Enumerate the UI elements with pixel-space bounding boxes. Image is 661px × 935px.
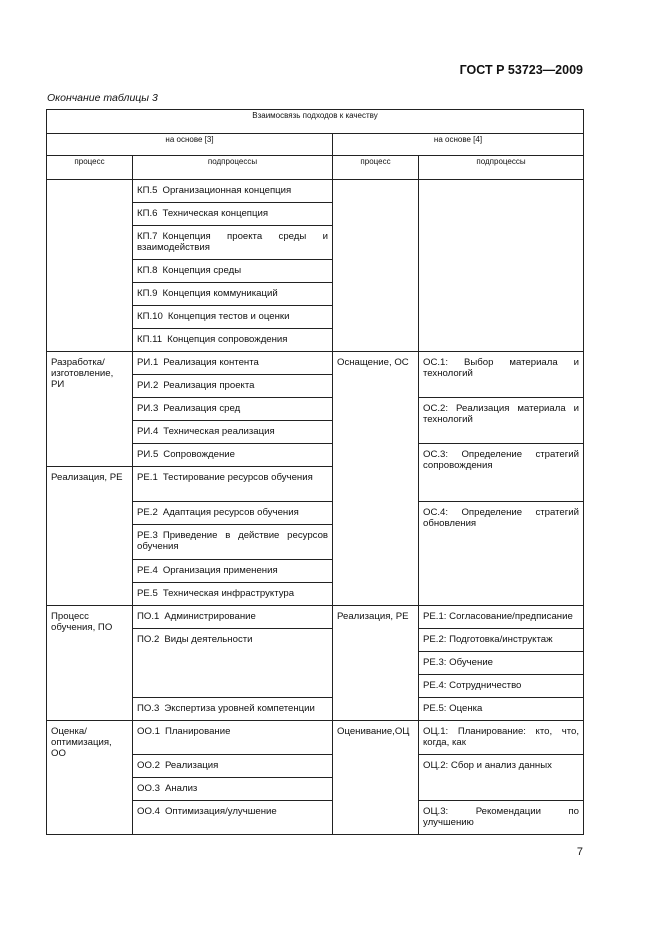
subprocess-cell: РЕ.5 Техническая инфраструктура xyxy=(133,583,333,606)
subprocess-cell: РЕ.4: Сотрудничество xyxy=(419,675,584,698)
column-header-subprocess-left: подпроцессы xyxy=(133,156,333,180)
subprocess-cell: КП.11 Концепция сопровождения xyxy=(133,329,333,352)
process-cell: Реализация, РЕ xyxy=(333,606,419,721)
group-header-right: на основе [4] xyxy=(333,134,584,156)
subprocess-cell: РЕ.1: Согласование/предписание xyxy=(419,606,584,629)
subprocess-cell: ОС.2: Реализация материала и технологий xyxy=(419,398,584,444)
subprocess-cell: РЕ.2 Адаптация ресурсов обучения xyxy=(133,502,333,525)
subprocess-cell-empty xyxy=(419,180,584,352)
process-cell: Разработка/ изготовление, РИ xyxy=(47,352,133,467)
page-number: 7 xyxy=(576,846,583,858)
subprocess-cell: РЕ.4 Организация применения xyxy=(133,560,333,583)
subprocess-cell: ПО.2 Виды деятельности xyxy=(133,629,333,698)
subprocess-cell: РИ.1 Реализация контента xyxy=(133,352,333,375)
subprocess-cell: РИ.5 Сопровождение xyxy=(133,444,333,467)
subprocess-cell: ОО.4 Оптимизация/улучшение xyxy=(133,801,333,835)
column-header-subprocess-right: подпроцессы xyxy=(419,156,584,180)
subprocess-cell: ПО.3 Экспертиза уровней компетенции xyxy=(133,698,333,721)
subprocess-cell: РЕ.3 Приведение в действие ресурсов обучения xyxy=(133,525,333,560)
process-cell: Реализация, РЕ xyxy=(47,467,133,606)
subprocess-cell: ОС.4: Определение стратегий обновления xyxy=(419,502,584,606)
subprocess-cell: КП.6 Техническая концепция xyxy=(133,203,333,226)
subprocess-cell: ОЦ.2: Сбор и анализ данных xyxy=(419,755,584,801)
subprocess-cell: КП.9 Концепция коммуникаций xyxy=(133,283,333,306)
subprocess-cell: ОС.1: Выбор материала и технологий xyxy=(419,352,584,398)
subprocess-cell: ОЦ.1: Планирование: кто, что, когда, как xyxy=(419,721,584,755)
process-cell: Процесс обучения, ПО xyxy=(47,606,133,721)
subprocess-cell: КП.7 Концепция проекта среды и взаимодействия xyxy=(133,226,333,260)
subprocess-cell: КП.5 Организационная концепция xyxy=(133,180,333,203)
table-title: Взаимосвязь подходов к качеству xyxy=(47,110,584,134)
subprocess-cell: РЕ.5: Оценка xyxy=(419,698,584,721)
group-header-left: на основе [3] xyxy=(47,134,333,156)
process-cell-empty xyxy=(333,180,419,352)
document-standard-number: ГОСТ Р 53723—2009 xyxy=(459,63,583,77)
subprocess-cell: ПО.1 Администрирование xyxy=(133,606,333,629)
subprocess-cell: РИ.2 Реализация проекта xyxy=(133,375,333,398)
subprocess-cell: РИ.4 Техническая реализация xyxy=(133,421,333,444)
subprocess-cell: ОО.3 Анализ xyxy=(133,778,333,801)
process-cell-empty xyxy=(47,180,133,352)
subprocess-cell: РЕ.2: Подготовка/инструктаж xyxy=(419,629,584,652)
subprocess-cell: РИ.3 Реализация сред xyxy=(133,398,333,421)
column-header-process-left: процесс xyxy=(47,156,133,180)
table-caption: Окончание таблицы 3 xyxy=(47,92,158,104)
subprocess-cell: ОС.3: Определение стратегий сопровождения xyxy=(419,444,584,502)
subprocess-cell: ОЦ.3: Рекомендации по улучшению xyxy=(419,801,584,835)
column-header-process-right: процесс xyxy=(333,156,419,180)
subprocess-cell: КП.10 Концепция тестов и оценки xyxy=(133,306,333,329)
process-cell: Оценивание,ОЦ xyxy=(333,721,419,835)
subprocess-cell: РЕ.3: Обучение xyxy=(419,652,584,675)
subprocess-cell: ОО.2 Реализация xyxy=(133,755,333,778)
subprocess-cell: КП.8 Концепция среды xyxy=(133,260,333,283)
quality-approaches-table xyxy=(46,109,584,835)
process-cell: Оценка/ оптимизация, ОО xyxy=(47,721,133,835)
subprocess-cell: РЕ.1 Тестирование ресурсов обучения xyxy=(133,467,333,502)
process-cell: Оснащение, ОС xyxy=(333,352,419,606)
subprocess-cell: ОО.1 Планирование xyxy=(133,721,333,755)
